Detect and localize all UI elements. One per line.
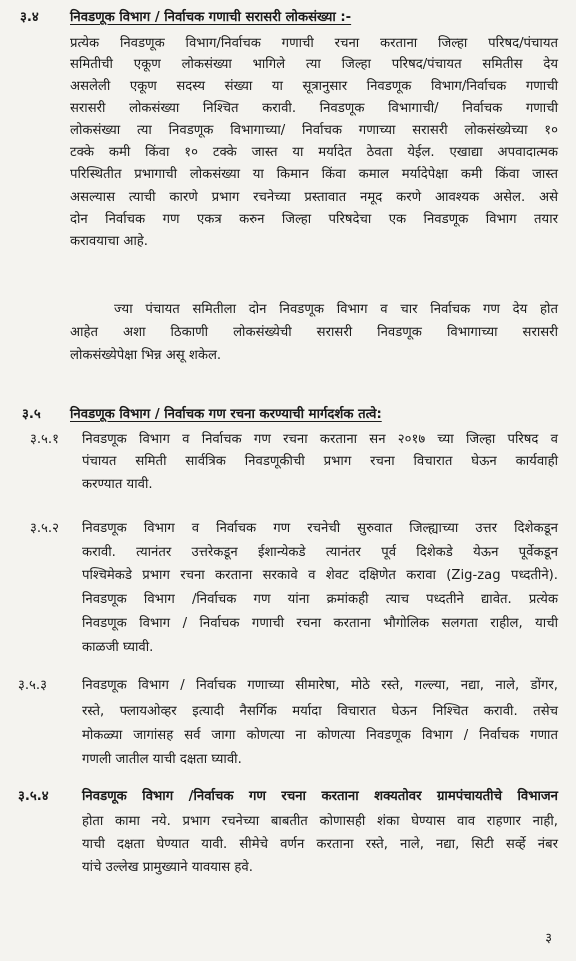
- section-heading: निवडणूक विभाग / निर्वाचक गणाची सरासरी लोकसंख्या :-: [70, 10, 352, 25]
- paragraph-line: समितीची एकूण लोकसंख्या भागिले त्या जिल्हा परिषद/पंचायत समितीस देय: [70, 57, 558, 72]
- item-number: ३.५.४: [18, 789, 49, 804]
- paragraph-line: निवडणूक विभाग /निर्वाचक गण रचना करताना शक्यतोवर ग्रामपंचायतीचे विभाजन: [82, 789, 558, 804]
- paragraph-line: मोकळ्या जागांसह सर्व जागा कोणत्या ना कोणत्या निवडणूक विभाग / निर्वाचक गणात: [82, 728, 558, 743]
- paragraph-line: परिस्थितीत प्रभागाची लोकसंख्या या किमान किंवा कमाल मर्यादेपेक्षा कमी किंवा जास्त: [70, 167, 558, 182]
- paragraph-line: निवडणूक विभाग / निर्वाचक गणाच्या सीमारेषा, मोठे रस्ते, गल्ल्या, नद्या, नाले, डोंगर,: [82, 678, 558, 693]
- paragraph-line: दोन निर्वाचक गण एकत्र करुन जिल्हा परिषदेचा एक निवडणूक विभाग तयार: [70, 212, 558, 227]
- item-number: ३.५.३: [18, 678, 47, 693]
- paragraph-line: निवडणूक विभाग /निर्वाचक गण यांना क्रमांकही त्याच पध्दतीने द्यावेत. प्रत्येक: [82, 592, 558, 607]
- paragraph-line: असलेली एकूण सदस्य संख्या या सूत्रानुसार निवडणूक विभाग/निर्वाचक गणाची: [70, 79, 558, 94]
- item-number: ३.५.१: [30, 432, 59, 447]
- item-number: ३.५.२: [30, 521, 59, 536]
- paragraph-line: प्रत्येक निवडणूक विभाग/निर्वाचक गणाची रचना करताना जिल्हा परिषद/पंचायत: [70, 36, 558, 51]
- paragraph-line: काळजी घ्यावी.: [82, 640, 154, 655]
- paragraph-line: असल्यास त्याची कारणे प्रभाग रचनेच्या प्रस्तावात नमूद करणे आवश्यक असेल. असे: [70, 190, 558, 205]
- paragraph-line: निवडणूक विभाग व निर्वाचक गण रचना करताना सन २०१७ च्या जिल्हा परिषद व: [82, 432, 558, 447]
- paragraph-line: पंचायत समिती सार्वत्रिक निवडणूकीची प्रभाग रचना विचारात घेऊन कार्यवाही: [82, 454, 558, 469]
- paragraph-line: यांचे उल्लेख प्रामुख्याने यावयास हवे.: [82, 860, 253, 875]
- paragraph-line: सरासरी लोकसंख्या निश्चित करावी. निवडणूक विभागाची/ निर्वाचक गणाची: [70, 101, 558, 116]
- section-heading: निवडणूक विभाग / निर्वाचक गण रचना करण्याची मार्गदर्शक तत्वे:: [70, 407, 382, 422]
- paragraph-line: गणली जातील याची दक्षता घ्यावी.: [82, 752, 242, 767]
- paragraph-line: ज्या पंचायत समितीला दोन निवडणूक विभाग व चार निर्वाचक गण देय होत: [114, 302, 558, 317]
- paragraph-line: आहेत अशा ठिकाणी लोकसंख्येची सरासरी निवडणूक विभागाच्या सरासरी: [70, 325, 558, 340]
- paragraph-line: लोकसंख्या त्या निवडणूक विभागाच्या/ निर्वाचक गणाच्या सरासरी लोकसंख्येच्या १०: [70, 123, 558, 138]
- paragraph-line: रस्ते, फ्लायओव्हर इत्यादी नैसर्गिक मर्यादा विचारात घेऊन निश्चित करावी. तसेच: [82, 704, 558, 719]
- paragraph-line: करावी. त्यानंतर उत्तरेकडून ईशान्येकडे त्यानंतर पूर्व दिशेकडे येऊन पूर्वेकडून: [82, 545, 558, 560]
- paragraph-line: पश्चिमेकडे प्रभाग रचना करताना सरकावे व शेवट दक्षिणेत करावा (Zig-zag पध्दतीने).: [82, 568, 558, 583]
- paragraph-line: करावयाचा आहे.: [70, 234, 148, 249]
- section-number: ३.४: [20, 10, 39, 25]
- paragraph-line: करण्यात यावी.: [82, 477, 153, 492]
- section-number: ३.५: [22, 407, 41, 422]
- paragraph-line: होता कामा नये. प्रभाग रचनेच्या बाबतीत कोणासही शंका घेण्यास वाव राहणार नाही,: [82, 814, 558, 829]
- paragraph-line: निवडणूक विभाग व निर्वाचक गण रचनेची सुरुवात जिल्ह्याच्या उत्तर दिशेकडून: [82, 521, 559, 536]
- page-number: ३: [545, 931, 552, 946]
- paragraph-line: याची दक्षता घेण्यात यावी. सीमेचे वर्णन करताना रस्ते, नाले, नद्या, सिटी सर्व्हे नंबर: [82, 837, 558, 852]
- paragraph-line: निवडणूक विभाग / निर्वाचक गणाची रचना करताना भौगोलिक सलगता राहील, याची: [82, 616, 558, 631]
- paragraph-line: टक्के कमी किंवा १० टक्के जास्त या मर्यादेत ठेवता येईल. एखाद्या अपवादात्मक: [70, 145, 558, 160]
- paragraph-line: लोकसंख्येपेक्षा भिन्न असू शकेल.: [70, 348, 222, 363]
